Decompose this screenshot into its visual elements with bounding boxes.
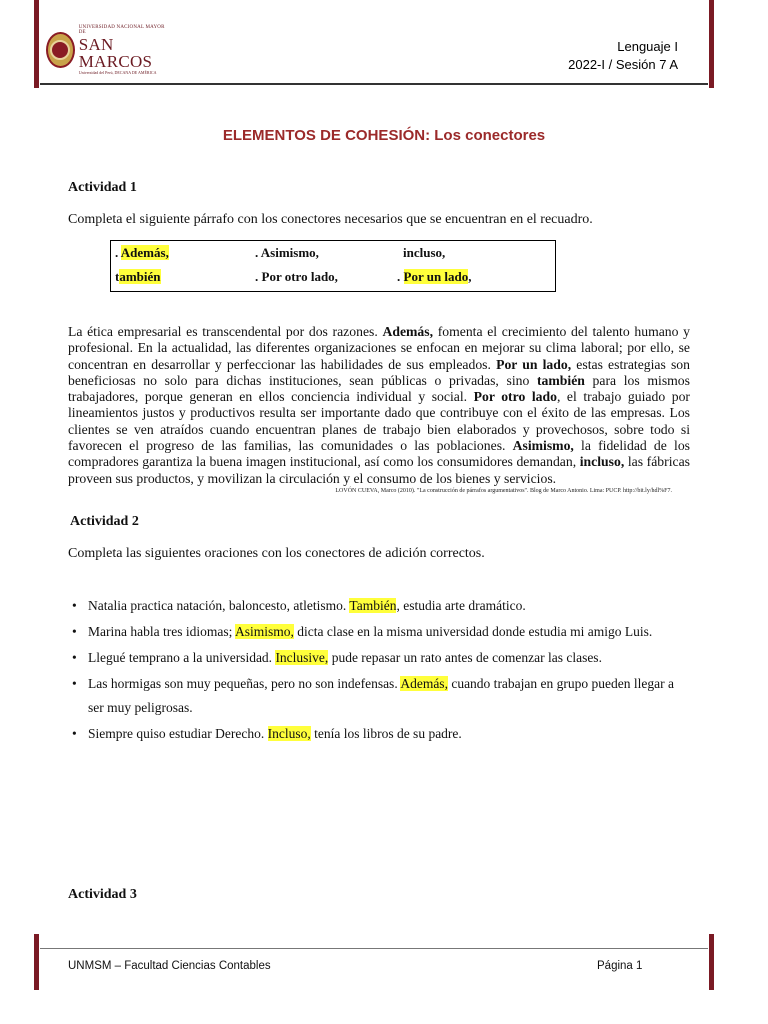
list-item: • Marina habla tres idiomas; Asimismo, dicta clase en la misma universidad donde estudia mi amigo Luis.: [68, 620, 688, 644]
list-item: • Siempre quiso estudiar Derecho. Incluso, tenía los libros de su padre.: [68, 722, 688, 746]
session-label: 2022-I / Sesión 7 A: [568, 57, 678, 72]
list-item: • Natalia practica natación, baloncesto, atletismo. También, estudia arte dramático.: [68, 594, 688, 618]
list-item: • Llegué temprano a la universidad. Inclusive, pude repasar un rato antes de comenzar las clases.: [68, 646, 688, 670]
activity1-heading: Actividad 1: [68, 180, 137, 195]
page-title: ELEMENTOS DE COHESIÓN: Los conectores: [222, 127, 546, 144]
university-logo: [46, 25, 166, 75]
activity2-instruction: Completa las siguientes oraciones con los conectores de adición correctos.: [68, 546, 485, 561]
box-cell-2: . Asimismo,: [255, 245, 319, 260]
seal-icon: [46, 32, 75, 68]
activity2-heading: Actividad 2: [70, 514, 139, 529]
box-highlight: Por un lado: [403, 269, 469, 284]
box-cell-1: . Además,: [115, 245, 169, 260]
logo-line1: UNIVERSIDAD NACIONAL MAYOR DE: [78, 25, 165, 35]
citation: LOVÓN CUEVA, Marco (2010). "La construcción de párrafos argumentativos". Blog de Marco Antonio. Lima: PUCP. http://bit.ly/hdl%F7.: [335, 488, 672, 494]
logo-name: SAN MARCOS: [78, 35, 153, 71]
box-highlight: Además,: [120, 245, 169, 260]
footer-divider: [40, 948, 708, 949]
connectors-box: [110, 240, 556, 292]
box-cell-5: . Por otro lado,: [255, 269, 338, 284]
activity3-heading: Actividad 3: [68, 887, 137, 902]
course-name: Lenguaje I: [617, 39, 678, 54]
top-right-accent-bar: [709, 0, 714, 88]
box-highlight: ambién: [119, 269, 161, 284]
page-number: Página 1: [597, 960, 643, 972]
top-left-accent-bar: [34, 0, 39, 88]
bottom-right-accent-bar: [709, 934, 714, 990]
box-cell-6: . Por un lado,: [397, 269, 472, 284]
bottom-left-accent-bar: [34, 934, 39, 990]
header-info: [568, 38, 678, 74]
activity1-paragraph: La ética empresarial es transcendental por dos razones. Además, fomenta el crecimiento del talento humano y profesional. En la actualidad, las diferentes organizaciones se enfocan en mejorar su clima laboral; por ello, se concentran en desarrollar y perfeccionar las habilidades de sus empleados. Por un lado, estas estrategias son beneficiosas no solo para dichas instituciones, sean públicas o privadas, sino también para los mismos trabajadores, porque generan en ellos conciencia individual y social. Por otro lado, el trabajo guiado por lineamientos justos y productivos resulta ser importante dado que contribuye con el éxito de las empresas. Los clientes se ven atraídos cuando encuentran planes de trabajo bien elaborados y provechosos, sobre todo si favorecen el progreso de las familias, las comunidades o las poblaciones. Asimismo, la fidelidad de los compradores garantiza la buena imagen institucional, así como los consumidores demandan, incluso, las fábricas proveen sus productos, y movilizan la circulación y el consumo de los bienes y servicios.: [68, 324, 690, 486]
logo-line3: Universidad del Perú, DECANA DE AMÉRICA: [78, 70, 157, 75]
box-cell-3: incluso,: [403, 245, 446, 260]
box-cell-4: también: [115, 269, 161, 284]
activity1-instruction: Completa el siguiente párrafo con los conectores necesarios que se encuentran en el recuadro.: [68, 212, 593, 227]
header-divider: [40, 83, 708, 85]
activity2-list: [68, 594, 688, 748]
footer-left: UNMSM – Facultad Ciencias Contables: [68, 960, 271, 972]
list-item: • Las hormigas son muy pequeñas, pero no son indefensas. Además, cuando trabajan en grupo pueden llegar a ser muy peligrosas.: [68, 672, 688, 720]
